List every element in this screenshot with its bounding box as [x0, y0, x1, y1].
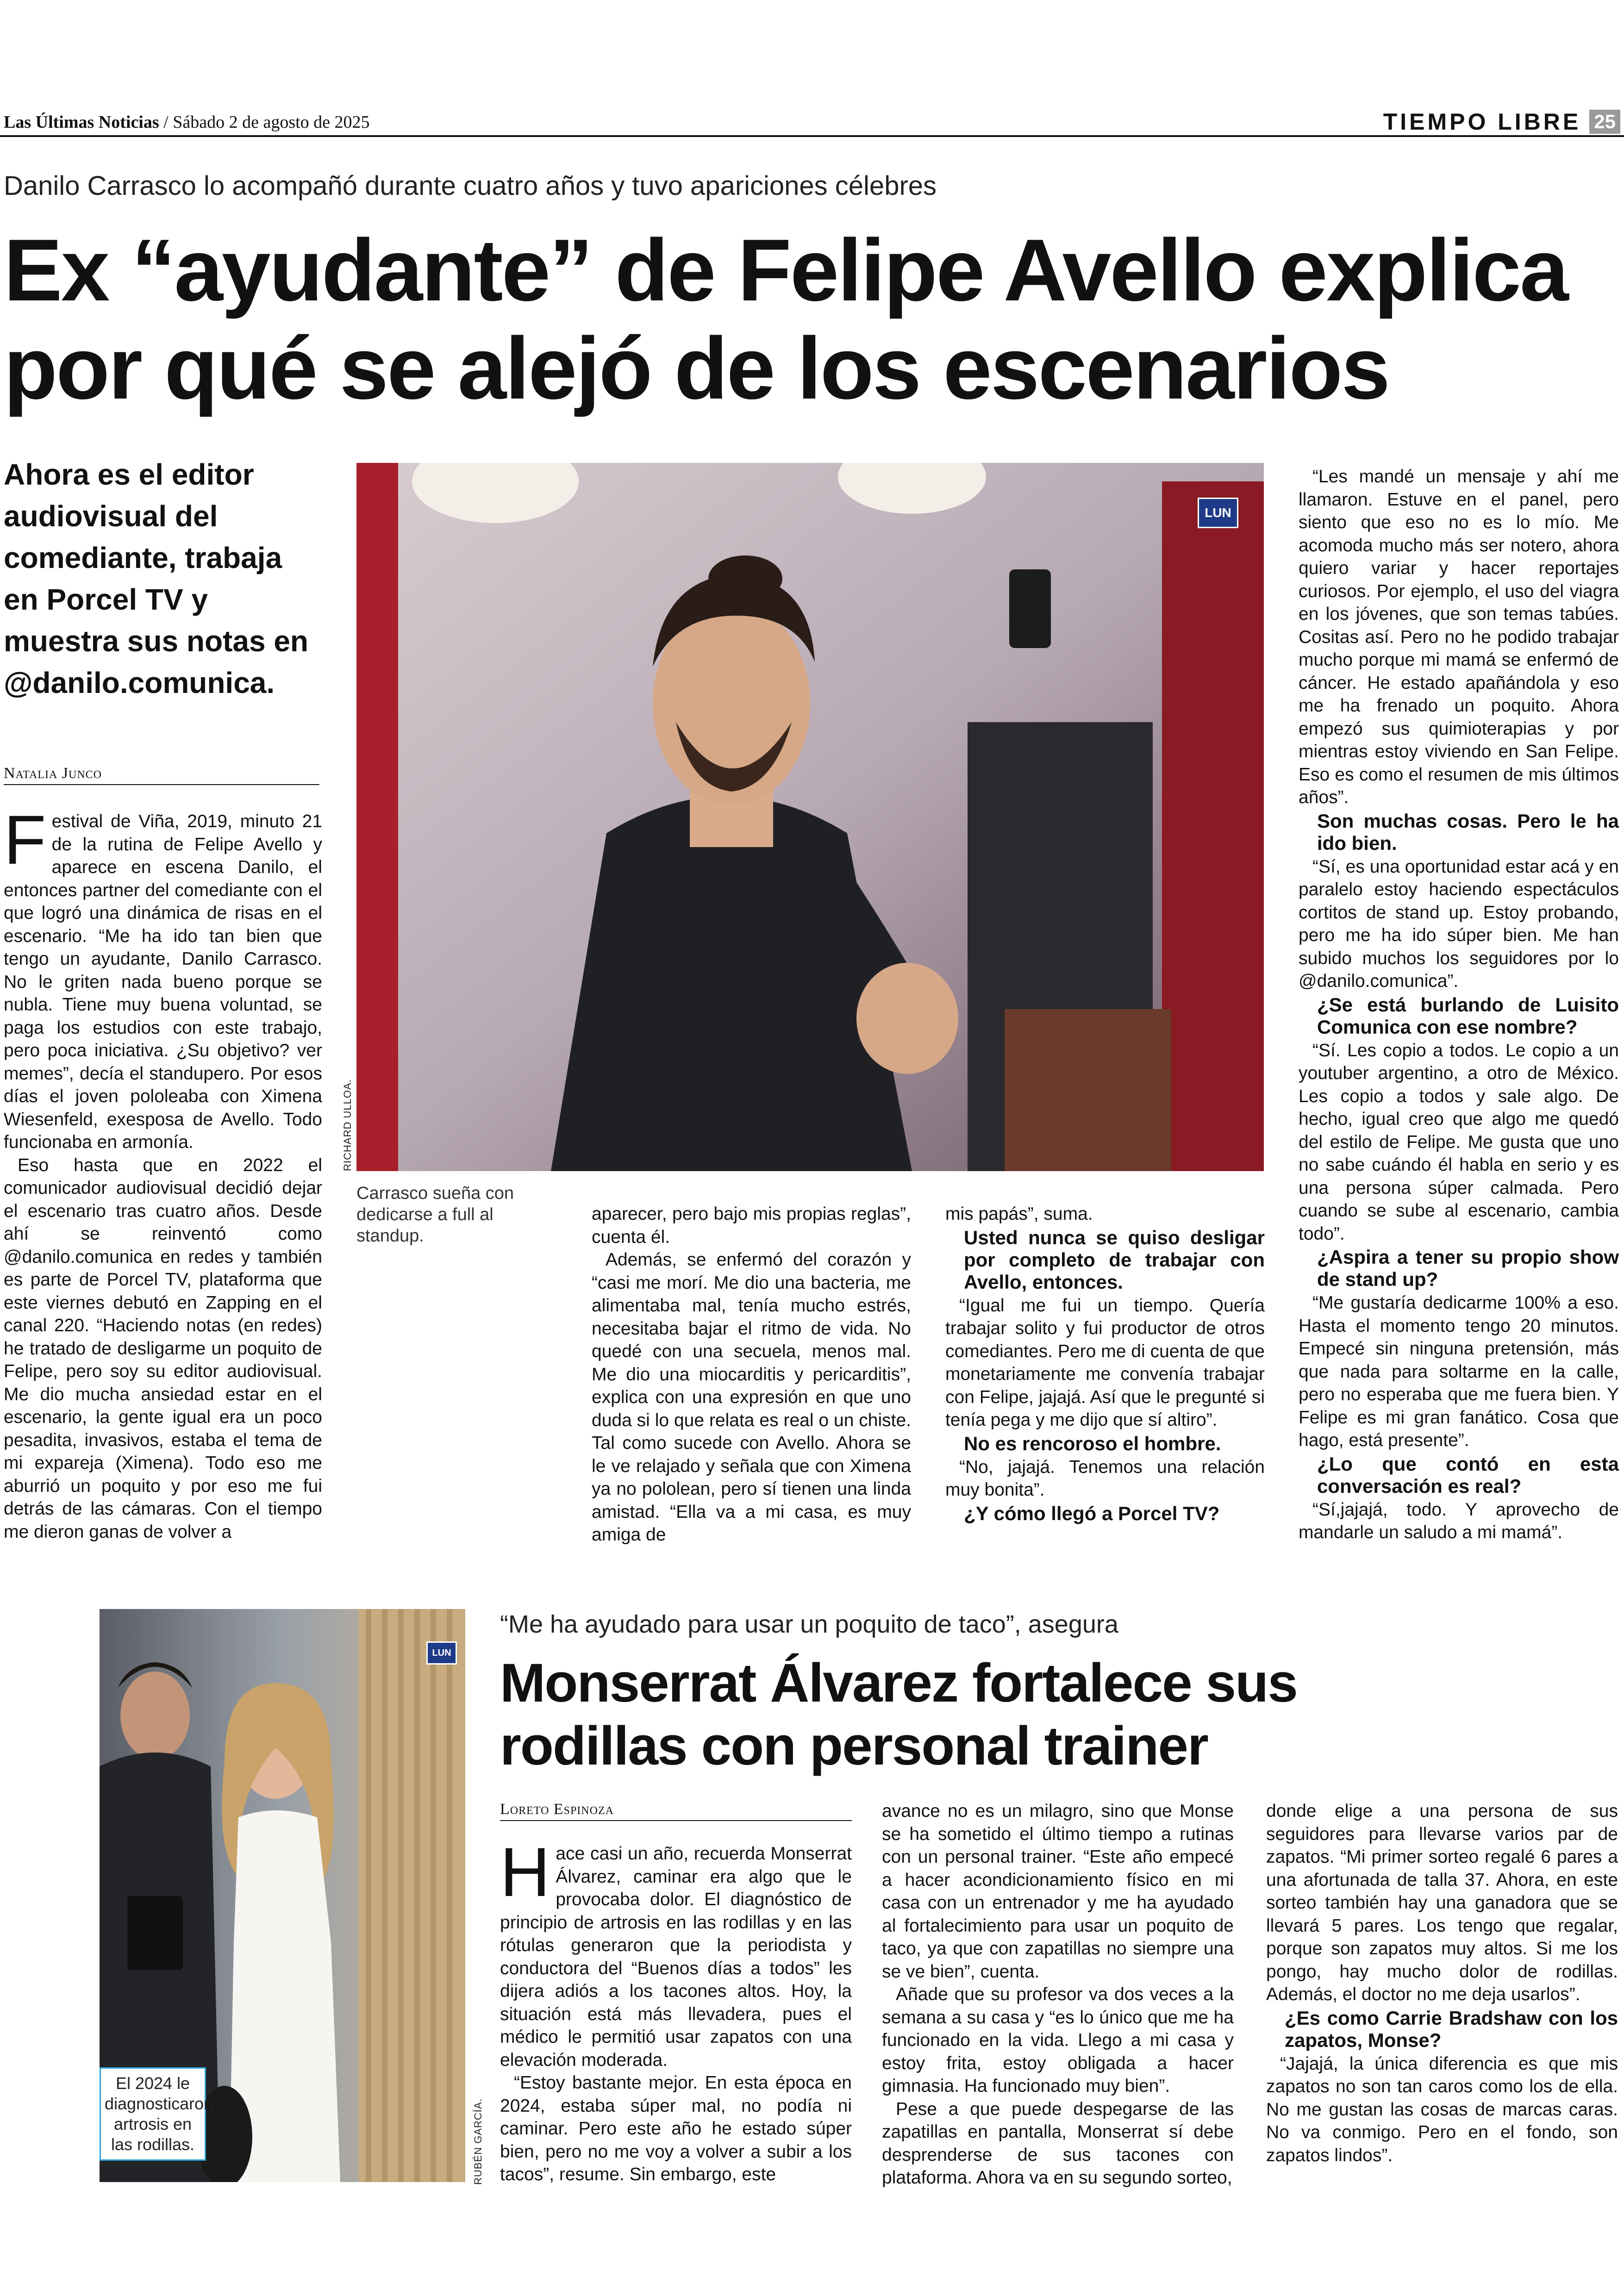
article1-kicker: Danilo Carrasco lo acompañó durante cuatro años y tuvo apariciones célebres: [4, 171, 937, 201]
page-number: 25: [1589, 110, 1620, 134]
article1-paragraph: “Sí, es una oportunidad estar acá y en paralelo estoy haciendo espectáculos cortitos de stand up. Estoy probando, pero me ha ido súper bien. Me han subido muchos los seguidores por lo @danilo.comunica”.: [1299, 856, 1619, 991]
issue-date: Sábado 2 de agosto de 2025: [173, 112, 370, 132]
article2-paragraph: Pese a que puede despegarse de las zapatillas en pantalla, Monserrat sí debe desprenderse de sus tacones con plataforma. Ahora va en su segundo sorteo,: [882, 2099, 1234, 2188]
article1-question: Usted nunca se quiso desligar por completo de trabajar con Avello, entonces.: [964, 1226, 1265, 1293]
article1-question: ¿Se está burlando de Luisito Comunica con ese nombre?: [1317, 993, 1619, 1038]
article1-question: ¿Aspira a tener su propio show de stand up?: [1317, 1246, 1619, 1290]
article1-column-2: [592, 1203, 911, 1547]
article1-paragraph: aparecer, pero bajo mis propias reglas”, cuenta él.: [592, 1204, 911, 1247]
article2-photo-credit: RUBÉN GARCÍA.: [472, 2098, 484, 2185]
article1-lun-logo: LUN: [1198, 498, 1238, 528]
article2-photo: [100, 1609, 465, 2182]
header-rule: [0, 135, 1624, 137]
publication-name: Las Últimas Noticias: [4, 112, 159, 132]
article2-headline-line2: rodillas con personal trainer: [500, 1715, 1208, 1777]
article2-paragraph: “Jajajá, la única diferencia es que mis zapatos no son tan caros como los de ella. No me gustan las cosas de marcas caras. No va conmigo. Pero en el fondo, son zapatos lindos”.: [1266, 2053, 1618, 2165]
article1-question: No es rencoroso el hombre.: [964, 1432, 1221, 1454]
article1-column-4: [1299, 465, 1619, 1544]
article2-column-1: [500, 1833, 852, 2186]
article2-paragraph: avance no es un milagro, sino que Monse se ha sometido el último tiempo a rutinas con un personal trainer. “Este año empecé a hacer acondicionamiento físico en mi casa con un entrenador y me ha ayudado al fortalecimiento para usar un poquito de taco, ya que con zapatillas no siempre una se ve bien”, cuenta.: [882, 1801, 1234, 1982]
article1-paragraph: estival de Viña, 2019, minuto 21 de la rutina de Felipe Avello y aparece en escena Danilo, el entonces partner del comediante con el que logró una dinámica de risas en el escenario. “Me ha ido tan bien que tengo un ayudante, Danilo Carrasco. No le griten nada bueno porque se nubla. Tiene muy buena voluntad, se paga los estudios con este trabajo, pero poca iniciativa. ¿Su objetivo? ver memes”, decía el standupero. Por esos días el joven pololeaba con Ximena Wiesenfeld, exesposa de Avello. Todo funcionaba en armonía.: [4, 811, 322, 1152]
masthead-left: Las Últimas Noticias / Sábado 2 de agosto de 2025: [4, 112, 370, 132]
article1-paragraph: “Me gustaría dedicarme 100% a eso. Hasta el momento tengo 20 minutos. Empecé sin ninguna pretensión, más que nada para soltarme en la calle, pero no esperaba que me fuera bien. Y Felipe es mi gran fanático. Cosa que hago, está presente”.: [1299, 1293, 1619, 1450]
article1-column-3: [945, 1203, 1265, 1526]
article1-question: ¿Y cómo llegó a Porcel TV?: [964, 1502, 1220, 1524]
section-name: TIEMPO LIBRE: [1383, 109, 1581, 135]
article1-paragraph: Eso hasta que en 2022 el comunicador audiovisual decidió dejar el escenario tras cuatro años. Desde ahí se reinventó como @danilo.comunica en redes y también es parte de Porcel TV, plataforma que este viernes debutó en Zapping en el canal 220. “Haciendo notas (en redes) he tratado de desligarme un poquito de Felipe, pero soy su editor audiovisual. Me dio mucha ansiedad estar en el escenario, la gente igual era un poco pesadita, invasivos, estaba el tema de mi expareja (Ximena). Todo eso me aburrió un poquito y por eso me fui detrás de las cámaras. Con el tiempo me dieron ganas de volver a: [4, 1155, 322, 1542]
article1-column-1: [4, 801, 322, 1543]
article2-headline-line1: Monserrat Álvarez fortalece sus: [500, 1653, 1297, 1714]
article2-dropcap: H: [500, 1833, 550, 1911]
article2-byline: Loreto Espinoza: [500, 1801, 852, 1821]
article2-paragraph: Añade que su profesor va dos veces a la semana a su casa y “es lo único que me ha funcionado en la vida. Llego a mi casa y estoy frita, estoy obligada a hacer gimnasia. Ha funcionado muy bien”.: [882, 1984, 1234, 2096]
article2-column-2: [882, 1800, 1234, 2189]
article1-photo-credit: RICHARD ULLOA.: [342, 1079, 353, 1171]
article2-headline: [500, 1652, 1611, 1777]
article1-dropcap: F: [4, 801, 46, 879]
article1-paragraph: mis papás”, suma.: [945, 1204, 1093, 1224]
article1-question: Son muchas cosas. Pero le ha ido bien.: [1317, 810, 1619, 854]
article2-kicker: “Me ha ayudado para usar un poquito de taco”, asegura: [500, 1610, 1118, 1638]
article2-lun-logo: LUN: [426, 1641, 457, 1665]
article1-photo-image: [356, 463, 1264, 1171]
article2-paragraph: “Estoy bastante mejor. En esta época en 2024, estaba súper mal, no podía ni caminar. Pero este año he estado súper bien, pero no me voy a volver a subir a los tacos”, resume. Sin embargo, este: [500, 2073, 852, 2184]
article1-headline-line1: Ex “ayudante” de Felipe Avello explica: [4, 221, 1568, 319]
article1-paragraph: “No, jajajá. Tenemos una relación muy bonita”.: [945, 1457, 1265, 1500]
article2-paragraph: ace casi un año, recuerda Monserrat Álvarez, caminar era algo que le provocaba dolor. El diagnóstico de principio de artrosis en las rodillas y en las rótulas generaron que la periodista y conductora del “Buenos días a todos” les dijera adiós a los tacones altos. Hoy, la situación está más llevadera, pues el médico le permitió usar zapatos con una elevación moderada.: [500, 1844, 852, 2070]
article1-bajada: Ahora es el editor audiovisual del comediante, trabaja en Porcel TV y muestra sus notas en @danilo.comunica.: [4, 458, 308, 699]
article1-byline: Natalia Junco: [4, 765, 319, 785]
article2-column-3: [1266, 1800, 1618, 2167]
article1-question: ¿Lo que contó en esta conversación es real?: [1317, 1453, 1619, 1497]
article1-headline: [4, 221, 1615, 418]
article2-question: ¿Es como Carrie Bradshaw con los zapatos, Monse?: [1285, 2007, 1618, 2051]
article1-paragraph: “Les mandé un mensaje y ahí me llamaron. Estuve en el panel, pero siento que eso no es lo mío. Me acomoda mucho más ser notero, ahora quiero variar y hacer reportajes curiosos. Por ejemplo, el uso del viagra en los jóvenes, que son temas tabúes. Cositas así. Pero no he podido trabajar mucho porque mi mamá se enfermó de cáncer. He estado apañándola y eso me ha frenado un poquito. Ahora empezó sus quimioterapias y por mientras estoy viviendo en San Felipe. Eso es como el resumen de mis últimos años”.: [1299, 467, 1619, 807]
article1-paragraph: Además, se enfermó del corazón y “casi me morí. Me dio una bacteria, me alimentaba mal, tenía mucho estrés, necesitaba bajar el ritmo de vida. No quedé con una secuela, menos mal. Me dio una miocarditis y pericarditis”, explica con una expresión en que uno duda si lo que relata es real o un chiste. Tal como sucede con Avello. Ahora se le ve relajado y señala que con Ximena ya no pololean, pero sí tienen una linda amistad. “Ella va a mi casa, es muy amiga de: [592, 1250, 911, 1545]
article1-photo: [356, 463, 1264, 1171]
section-header: [1383, 108, 1620, 135]
article1-paragraph: “Sí. Les copio a todos. Le copio a un youtuber argentino, a otro de México. Les copio a todos y sale algo. De hecho, igual creo que algo me quedó del estilo de Felipe. Me gusta que uno no sabe cuándo él habla en serio y es una persona súper calmada. Pero cuando se sube al escenario, cambia todo”.: [1299, 1040, 1619, 1244]
article1-headline-line2: por qué se alejó de los escenarios: [4, 319, 1389, 418]
article2-photo-caption: El 2024 le diagnosticaron artrosis en las rodillas.: [100, 2067, 206, 2161]
article1-paragraph: “Sí,jajajá, todo. Y aprovecho de mandarle un saludo a mi mamá”.: [1299, 1499, 1619, 1542]
article1-paragraph: “Igual me fui un tiempo. Quería trabajar solito y fui productor de otros comediantes. Pero me di cuenta de que monetariamente me convenía trabajar con Felipe, jajajá. Así que le pregunté si tenía pega y me dijo que sí altiro”.: [945, 1295, 1265, 1430]
article1-photo-caption: Carrasco sueña con dedicarse a full al standup.: [356, 1184, 514, 1246]
article2-paragraph: donde elige a una persona de sus seguidores para llevarse varios par de zapatos. “Mi primer sorteo regalé 6 pares a una afortunada de talla 37. Ahora, en este sorteo también hay una ganadora que se llevará 5 pares. Los tengo que regalar, porque son zapatos muy altos. Si me los pongo, hay mucho dolor de rodillas. Además, el doctor no me deja usarlos”.: [1266, 1801, 1618, 2004]
